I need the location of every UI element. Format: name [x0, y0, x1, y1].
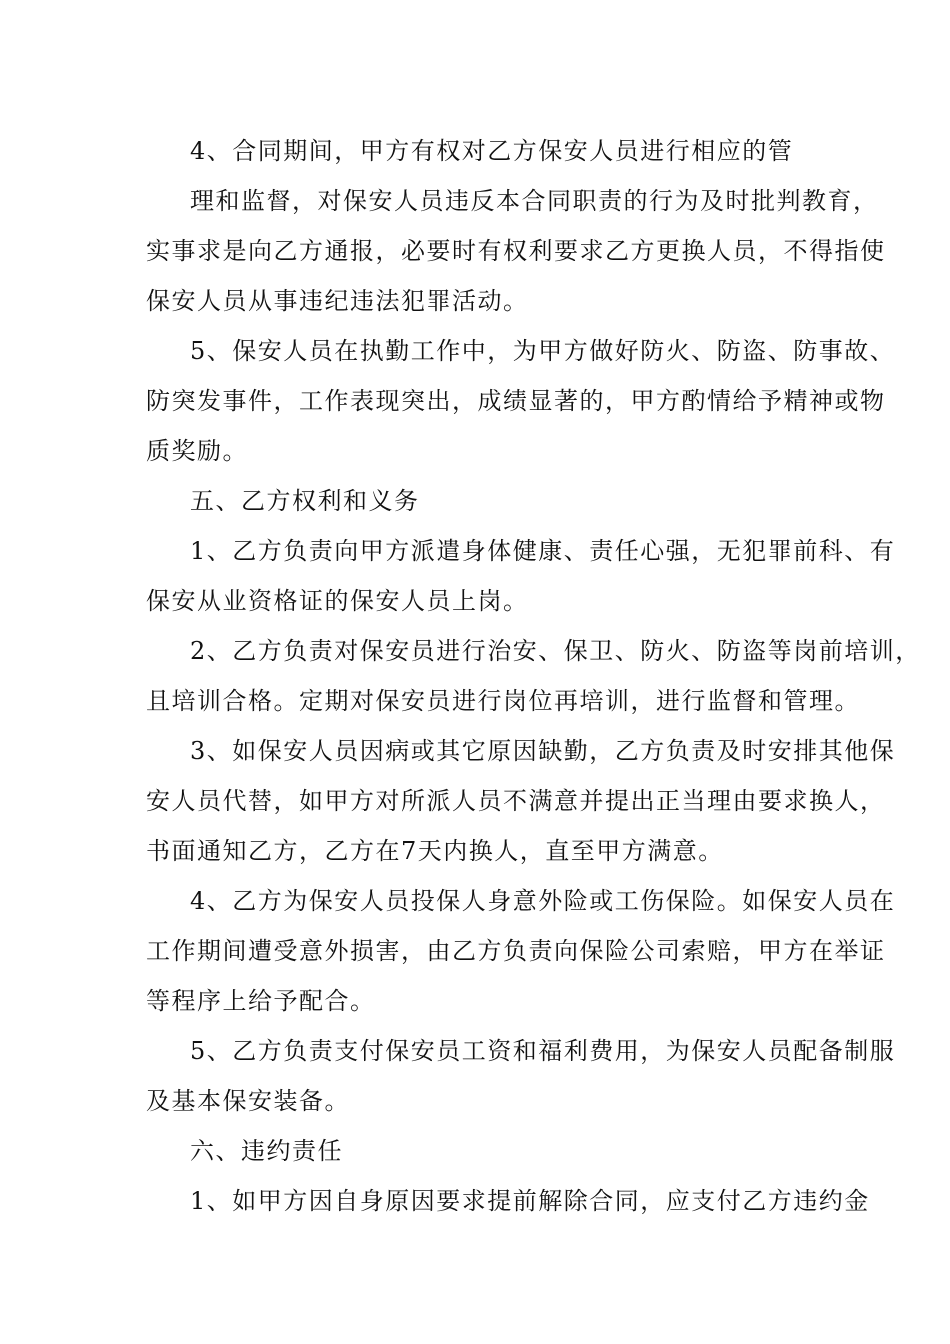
text-line-16: 4、乙方为保安人员投保人身意外险或工伤保险。如保安人员在 [190, 887, 896, 915]
text-line-18: 等程序上给予配合。 [146, 987, 376, 1015]
section-heading-6: 六、违约责任 [190, 1137, 343, 1165]
text-line-6: 防突发事件，工作表现突出，成绩显著的，甲方酌情给予精神或物 [146, 387, 886, 415]
text-line-10: 保安从业资格证的保安人员上岗。 [146, 587, 529, 615]
text-line-1: 4、合同期间，甲方有权对乙方保安人员进行相应的管 [190, 137, 794, 165]
text-line-17: 工作期间遭受意外损害，由乙方负责向保险公司索赔，甲方在举证 [146, 937, 886, 965]
text-line-20: 及基本保安装备。 [146, 1087, 350, 1115]
text-line-4: 保安人员从事违纪违法犯罪活动。 [146, 287, 529, 315]
section-heading-5: 五、乙方权利和义务 [190, 487, 420, 515]
text-line-13: 3、如保安人员因病或其它原因缺勤，乙方负责及时安排其他保 [190, 737, 896, 765]
text-line-14: 安人员代替，如甲方对所派人员不满意并提出正当理由要求换人， [146, 787, 886, 815]
text-line-11: 2、乙方负责对保安员进行治安、保卫、防火、防盗等岗前培训， [190, 637, 921, 665]
text-line-2: 理和监督，对保安人员违反本合同职责的行为及时批判教育， [190, 187, 879, 215]
text-line-22: 1、如甲方因自身原因要求提前解除合同，应支付乙方违约金 [190, 1187, 870, 1215]
text-line-12: 且培训合格。定期对保安员进行岗位再培训，进行监督和管理。 [146, 687, 860, 715]
text-line-19: 5、乙方负责支付保安员工资和福利费用，为保安人员配备制服 [190, 1037, 896, 1065]
text-line-7: 质奖励。 [146, 437, 248, 465]
text-line-9: 1、乙方负责向甲方派遣身体健康、责任心强，无犯罪前科、有 [190, 537, 896, 565]
text-line-5: 5、保安人员在执勤工作中，为甲方做好防火、防盗、防事故、 [190, 337, 896, 365]
text-line-3: 实事求是向乙方通报，必要时有权利要求乙方更换人员，不得指使 [146, 237, 886, 265]
text-line-15: 书面通知乙方，乙方在7天内换人，直至甲方满意。 [146, 837, 724, 865]
